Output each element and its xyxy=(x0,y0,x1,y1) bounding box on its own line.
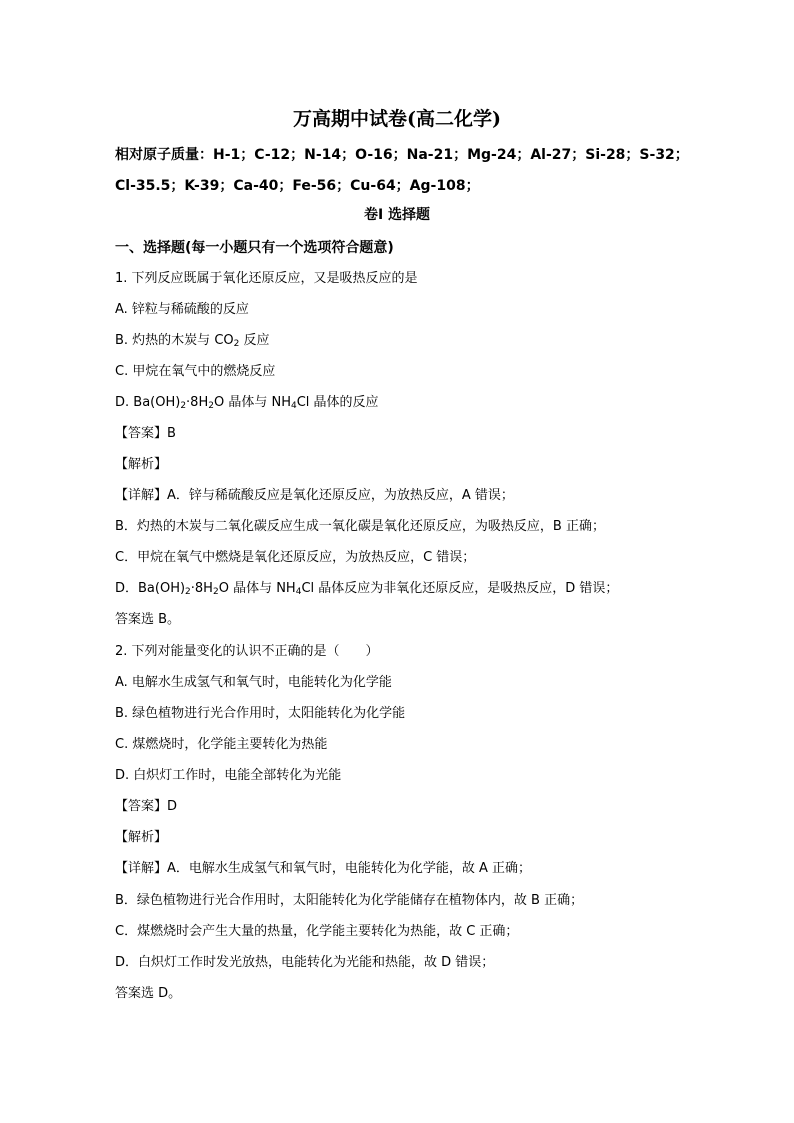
q2-option-c: C. 煤燃烧时，化学能主要转化为热能 xyxy=(115,737,328,752)
formula-text: D. Ba(OH) xyxy=(115,395,181,410)
atomic-mass-line-2: Cl-35.5；K-39；Ca-40；Fe-56；Cu-64；Ag-108； xyxy=(115,178,480,194)
q1-answer: 【答案】B xyxy=(115,426,176,441)
formula-text: Cl 晶体的反应 xyxy=(296,395,379,410)
atomic-mass-line-1: 相对原子质量：H-1；C-12；N-14；O-16；Na-21；Mg-24；Al-27；Si-28；S-32； xyxy=(115,147,689,163)
q1-analysis-label: 【解析】 xyxy=(115,457,168,472)
q1-option-b-text: B. 灼热的木炭与 CO xyxy=(115,333,234,348)
q1-detail-c: C．甲烷在氧气中燃烧是氧化还原反应，为放热反应，C 错误； xyxy=(115,550,476,565)
formula-text: Cl 晶体反应为非氧化还原反应，是吸热反应，D 错误； xyxy=(301,581,619,596)
formula-text: ·8H xyxy=(186,395,209,410)
subscript: 2 xyxy=(180,401,187,411)
subscript: 4 xyxy=(295,587,302,597)
volume-title: 卷Ⅰ 选择题 xyxy=(363,207,431,223)
q1-detail-b: B．灼热的木炭与二氧化碳反应生成一氧化碳是氧化还原反应，为吸热反应，B 正确； xyxy=(115,519,605,534)
q2-option-a: A. 电解水生成氢气和氧气时，电能转化为化学能 xyxy=(115,675,392,690)
q2-detail-b: B．绿色植物进行光合作用时，太阳能转化为化学能储存在植物体内，故 B 正确； xyxy=(115,893,584,908)
q2-option-d: D. 白炽灯工作时，电能全部转化为光能 xyxy=(115,768,342,783)
formula-text: ·8H xyxy=(190,581,213,596)
q1-detail-a: 【详解】A．锌与稀硫酸反应是氧化还原反应，为放热反应，A 错误； xyxy=(115,488,514,503)
q2-detail-c: C．煤燃烧时会产生大量的热量，化学能主要转化为热能，故 C 正确； xyxy=(115,924,519,939)
subscript: 2 xyxy=(233,339,240,349)
q1-option-a: A. 锌粒与稀硫酸的反应 xyxy=(115,302,249,317)
subscript: 2 xyxy=(212,587,219,597)
section-title: 一、选择题(每一小题只有一个选项符合题意) xyxy=(115,240,394,256)
formula-text: O 晶体与 NH xyxy=(213,395,291,410)
q1-option-b-text: 反应 xyxy=(239,333,270,348)
q2-detail-a: 【详解】A．电解水生成氢气和氧气时，电能转化为化学能，故 A 正确； xyxy=(115,861,532,876)
exam-title: 万高期中试卷(高二化学) xyxy=(293,108,501,130)
q2-option-b: B. 绿色植物进行光合作用时，太阳能转化为化学能 xyxy=(115,706,406,721)
subscript: 2 xyxy=(208,401,214,411)
q1-conclusion: 答案选 B。 xyxy=(115,612,181,627)
q2-analysis-label: 【解析】 xyxy=(115,830,168,845)
q2-answer: 【答案】D xyxy=(115,799,178,814)
q2-stem: 2. 下列对能量变化的认识不正确的是（ ） xyxy=(115,644,379,659)
q1-option-d xyxy=(115,394,379,412)
q1-detail-d xyxy=(115,580,618,598)
subscript: 2 xyxy=(185,587,191,597)
formula-text: D．Ba(OH) xyxy=(115,581,186,596)
q1-option-b xyxy=(115,332,270,350)
q2-detail-d: D．白炽灯工作时发光放热，电能转化为光能和热能，故 D 错误； xyxy=(115,955,495,970)
formula-text: O 晶体与 NH xyxy=(218,581,296,596)
q1-option-c: C. 甲烷在氧气中的燃烧反应 xyxy=(115,364,276,379)
subscript: 4 xyxy=(290,401,297,411)
q2-conclusion: 答案选 D。 xyxy=(115,986,182,1001)
q1-stem: 1. 下列反应既属于氧化还原反应，又是吸热反应的是 xyxy=(115,271,418,286)
